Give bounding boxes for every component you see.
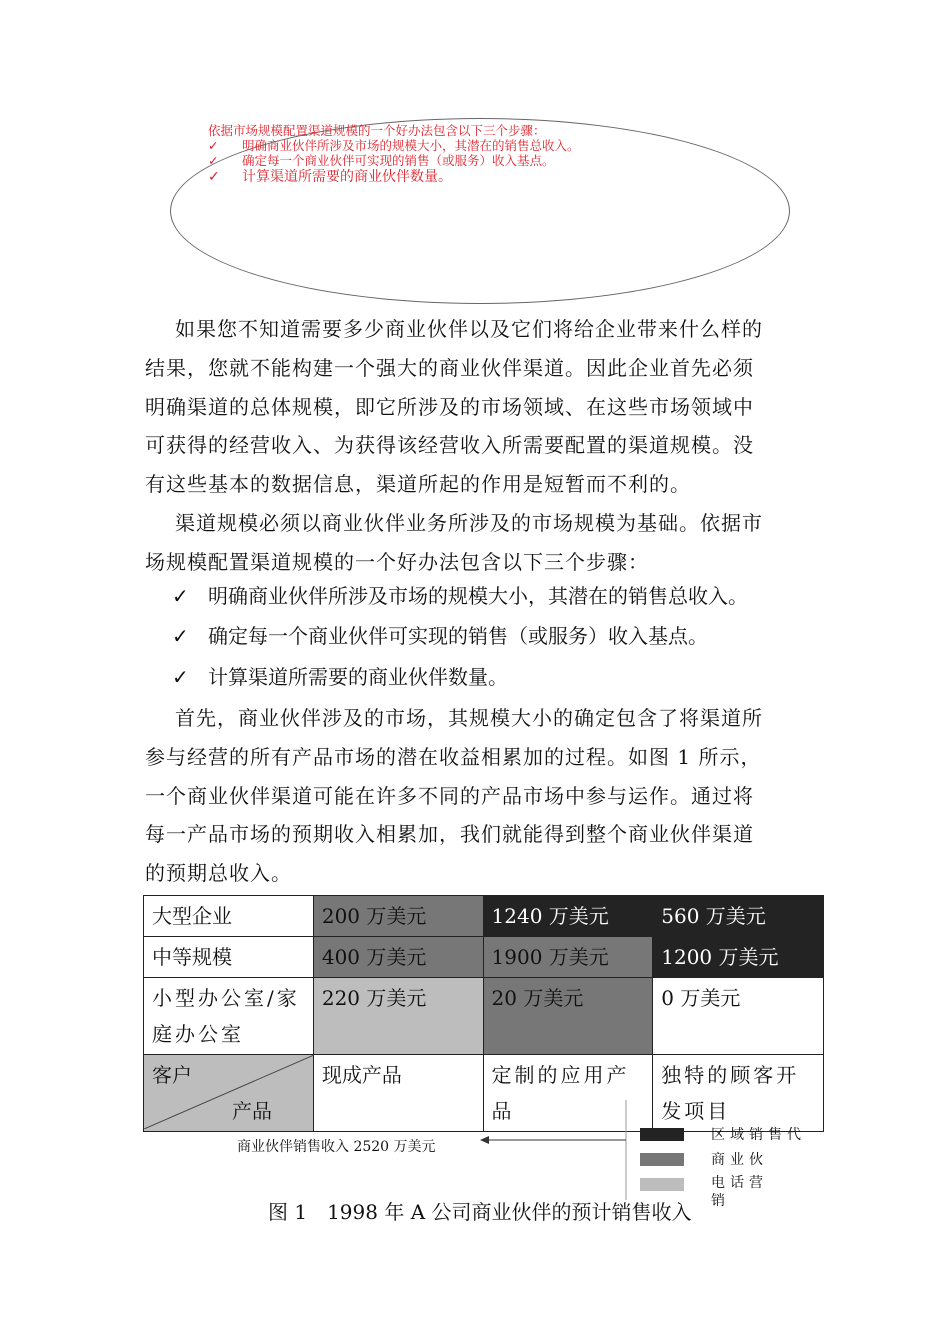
table-row	[144, 896, 824, 937]
bullet-item: ✓ 明确商业伙伴所涉及市场的规模大小，其潜在的销售总收入。	[172, 584, 748, 608]
paragraph-line: 首先，商业伙伴涉及的市场，其规模大小的确定包含了将渠道所	[175, 706, 763, 730]
table-cell: 20 万美元	[483, 978, 653, 1055]
table-cell: 1200 万美元	[653, 937, 824, 978]
bullet-item: ✓ 确定每一个商业伙伴可实现的销售（或服务）收入基点。	[172, 624, 708, 648]
paragraph-line: 场规模配置渠道规模的一个好办法包含以下三个步骤：	[145, 549, 649, 574]
callout-step: ✓ 明确商业伙伴所涉及市场的规模大小，其潜在的销售总收入。	[208, 138, 580, 153]
column-header: 现成产品	[313, 1055, 483, 1132]
table-cell: 200 万美元	[313, 896, 483, 937]
paragraph-1	[145, 310, 810, 504]
row-label: 小型办公室/家庭办公室	[144, 978, 314, 1055]
table-cell: 220 万美元	[313, 978, 483, 1055]
check-icon: ✓	[208, 153, 219, 168]
paragraph-line: 有这些基本的数据信息，渠道所起的作用是短暂而不利的。	[145, 472, 691, 497]
check-icon: ✓	[208, 169, 220, 185]
check-icon: ✓	[172, 584, 189, 608]
callout-text	[208, 123, 728, 187]
paragraph-line: 的预期总收入。	[145, 861, 292, 886]
paragraph-line: 一个商业伙伴渠道可能在许多不同的产品市场中参与运作。通过将	[145, 783, 754, 808]
legend-label: 区域销售代	[711, 1127, 806, 1143]
paragraph-line: 明确渠道的总体规模，即它所涉及的市场领域、在这些市场领域中	[145, 394, 754, 419]
table-cell: 400 万美元	[313, 937, 483, 978]
left-arrow-icon	[480, 1134, 630, 1146]
figure-caption: 图 1 1998 年 A 公司商业伙伴的预计销售收入	[268, 1200, 692, 1224]
table-cell: 1240 万美元	[483, 896, 653, 937]
table-cell: 1900 万美元	[483, 937, 653, 978]
table-cell: 0 万美元	[653, 978, 824, 1055]
table-row	[144, 978, 824, 1055]
callout-step: ✓ 确定每一个商业伙伴可实现的销售（或服务）收入基点。	[208, 153, 555, 168]
check-icon: ✓	[208, 138, 219, 153]
paragraph-line: 每一产品市场的预期收入相累加，我们就能得到整个商业伙伴渠道	[145, 822, 754, 847]
revenue-table	[143, 895, 824, 1132]
corner-top-label: 客户	[152, 1063, 192, 1087]
paragraph-line: 结果，您就不能构建一个强大的商业伙伴渠道。因此企业首先必须	[145, 355, 754, 380]
legend-swatch-dark	[640, 1128, 684, 1141]
row-label: 大型企业	[144, 896, 314, 937]
paragraph-line: 可获得的经营收入、为获得该经营收入所需要配置的渠道规模。没	[145, 433, 754, 458]
bullet-item: ✓ 计算渠道所需要的商业伙伴数量。	[172, 665, 508, 689]
paragraph-2	[145, 504, 810, 582]
callout-intro: 依据市场规模配置渠道规模的一个好办法包含以下三个步骤：	[208, 123, 546, 138]
legend-swatch-light	[640, 1178, 684, 1191]
table-row	[144, 937, 824, 978]
legend-swatch-mid	[640, 1153, 684, 1166]
legend-label: 电话营销	[711, 1175, 768, 1209]
paragraph-3	[145, 699, 810, 893]
legend-label: 商业伙	[711, 1152, 768, 1168]
total-revenue-note: 商业伙伴销售收入 2520 万美元	[237, 1139, 436, 1155]
column-header: 定制的应用产品	[483, 1055, 653, 1132]
corner-bottom-label: 产品	[232, 1099, 272, 1123]
corner-cell	[144, 1055, 314, 1132]
paragraph-line: 如果您不知道需要多少商业伙伴以及它们将给企业带来什么样的	[175, 317, 763, 341]
check-icon: ✓	[172, 665, 189, 689]
paragraph-line: 参与经营的所有产品市场的潜在收益相累加的过程。如图 1 所示，	[145, 744, 762, 769]
column-header: 独特的顾客开发项目	[653, 1055, 824, 1132]
table-cell: 560 万美元	[653, 896, 824, 937]
callout-step: ✓ 计算渠道所需要的商业伙伴数量。	[208, 169, 452, 185]
table-row	[144, 1055, 824, 1132]
row-label: 中等规模	[144, 937, 314, 978]
check-icon: ✓	[172, 624, 189, 648]
paragraph-line: 渠道规模必须以商业伙伴业务所涉及的市场规模为基础。依据市	[175, 511, 763, 535]
